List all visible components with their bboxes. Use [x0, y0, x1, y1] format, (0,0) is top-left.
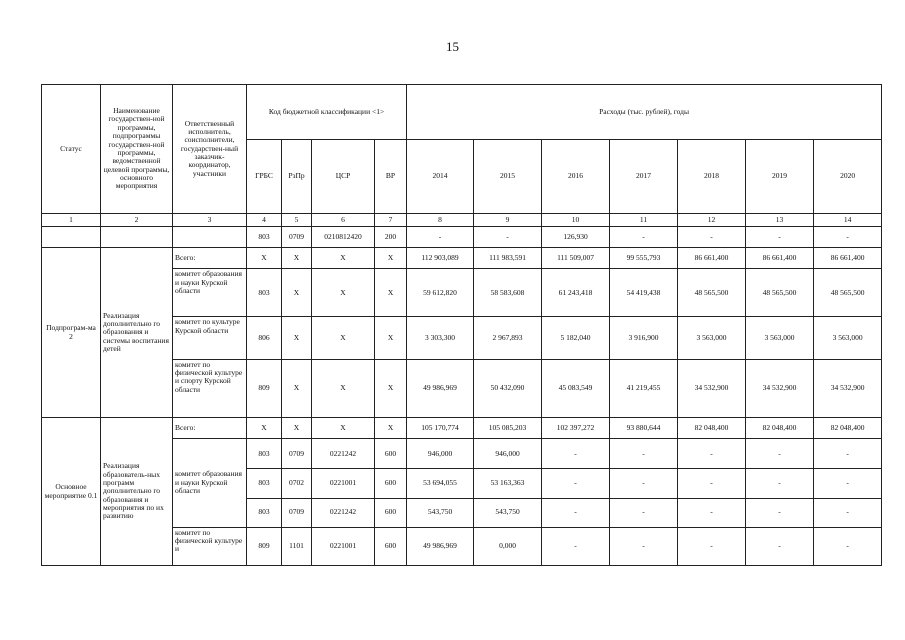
value-cell: 49 986,969: [407, 527, 474, 565]
csr-cell: 0221001: [312, 527, 375, 565]
value-cell: 111 509,007: [542, 248, 610, 269]
vr-cell: 600: [375, 527, 407, 565]
header-name: Наименование государствен-ной программы, подпрограммы государствен-ной программы, ведомственной целевой программы, основного мероприятия: [101, 85, 173, 214]
value-cell: 34 532,900: [746, 359, 814, 417]
value-cell: -: [814, 469, 882, 498]
value-cell: 3 563,000: [746, 317, 814, 359]
value-cell: 49 986,969: [407, 359, 474, 417]
table-row: [42, 248, 882, 269]
value-cell: 946,000: [407, 439, 474, 469]
vr-cell: X: [375, 248, 407, 269]
vr-cell: 600: [375, 469, 407, 498]
value-cell: 105 170,774: [407, 418, 474, 439]
rzpr-cell: X: [282, 317, 312, 359]
rzpr-cell: X: [282, 269, 312, 317]
vr-cell: X: [375, 359, 407, 417]
csr-cell: 0221242: [312, 439, 375, 469]
value-cell: -: [814, 226, 882, 247]
header-grbs: ГРБС: [247, 140, 282, 213]
grbs-cell: 809: [247, 527, 282, 565]
value-cell: -: [814, 527, 882, 565]
value-cell: -: [746, 527, 814, 565]
csr-cell: 0210812420: [312, 226, 375, 247]
value-cell: 53 694,055: [407, 469, 474, 498]
value-cell: 82 048,400: [746, 418, 814, 439]
column-number: 2: [101, 213, 173, 226]
rzpr-cell: X: [282, 248, 312, 269]
value-cell: 93 880,644: [610, 418, 678, 439]
value-cell: -: [542, 527, 610, 565]
executor-cell: комитет образования и науки Курской области: [173, 269, 247, 317]
value-cell: 102 397,272: [542, 418, 610, 439]
vr-cell: X: [375, 317, 407, 359]
value-cell: 3 563,000: [678, 317, 746, 359]
status-cell: Подпрограм-ма 2: [42, 248, 101, 418]
column-number: 11: [610, 213, 678, 226]
value-cell: 48 565,500: [746, 269, 814, 317]
value-cell: -: [678, 498, 746, 527]
value-cell: -: [610, 469, 678, 498]
header-expenses: Расходы (тыс. рублей), годы: [407, 85, 882, 140]
executor-cell: комитет по физической культуре и: [173, 527, 247, 565]
name-cell: Реализация образователь-ных программ дополнительно го образования и мероприятия по их развитию: [101, 418, 173, 566]
header-year: 2019: [746, 140, 814, 213]
value-cell: -: [678, 469, 746, 498]
column-number: 4: [247, 213, 282, 226]
empty-cell: [101, 226, 173, 247]
column-number: 6: [312, 213, 375, 226]
header-year: 2020: [814, 140, 882, 213]
value-cell: -: [610, 527, 678, 565]
value-cell: -: [746, 226, 814, 247]
header-row-1: [42, 85, 882, 140]
value-cell: 543,750: [474, 498, 542, 527]
value-cell: -: [610, 439, 678, 469]
header-year: 2018: [678, 140, 746, 213]
grbs-cell: 803: [247, 439, 282, 469]
value-cell: -: [746, 469, 814, 498]
rzpr-cell: 1101: [282, 527, 312, 565]
value-cell: 111 983,591: [474, 248, 542, 269]
csr-cell: X: [312, 317, 375, 359]
header-vr: ВР: [375, 140, 407, 213]
column-number: 7: [375, 213, 407, 226]
vr-cell: X: [375, 418, 407, 439]
value-cell: 86 661,400: [746, 248, 814, 269]
value-cell: 3 303,300: [407, 317, 474, 359]
grbs-cell: 803: [247, 469, 282, 498]
column-number: 5: [282, 213, 312, 226]
value-cell: -: [746, 439, 814, 469]
value-cell: -: [678, 226, 746, 247]
value-cell: 34 532,900: [814, 359, 882, 417]
value-cell: -: [407, 226, 474, 247]
vr-cell: 600: [375, 439, 407, 469]
csr-cell: 0221001: [312, 469, 375, 498]
grbs-cell: 803: [247, 226, 282, 247]
grbs-cell: 803: [247, 498, 282, 527]
executor-cell: комитет образования и науки Курской области: [173, 439, 247, 528]
header-year: 2017: [610, 140, 678, 213]
value-cell: 126,930: [542, 226, 610, 247]
column-number: 1: [42, 213, 101, 226]
value-cell: -: [814, 498, 882, 527]
grbs-cell: X: [247, 248, 282, 269]
column-number: 3: [173, 213, 247, 226]
value-cell: -: [814, 439, 882, 469]
value-cell: 58 583,608: [474, 269, 542, 317]
header-year: 2015: [474, 140, 542, 213]
value-cell: -: [610, 498, 678, 527]
column-number-row: [42, 213, 882, 226]
rzpr-cell: X: [282, 418, 312, 439]
value-cell: -: [542, 498, 610, 527]
value-cell: 112 903,089: [407, 248, 474, 269]
table-row: [42, 418, 882, 439]
value-cell: 54 419,438: [610, 269, 678, 317]
rzpr-cell: 0709: [282, 498, 312, 527]
budget-table: [41, 84, 882, 566]
grbs-cell: 803: [247, 269, 282, 317]
table-row: [42, 226, 882, 247]
rzpr-cell: 0702: [282, 469, 312, 498]
value-cell: 45 083,549: [542, 359, 610, 417]
value-cell: 5 182,040: [542, 317, 610, 359]
value-cell: 99 555,793: [610, 248, 678, 269]
rzpr-cell: X: [282, 359, 312, 417]
column-number: 9: [474, 213, 542, 226]
header-csr: ЦСР: [312, 140, 375, 213]
executor-cell: комитет по культуре Курской области: [173, 317, 247, 359]
value-cell: 61 243,418: [542, 269, 610, 317]
column-number: 10: [542, 213, 610, 226]
status-cell: Основное мероприятие 0.1: [42, 418, 101, 566]
header-status: Статус: [42, 85, 101, 214]
empty-cell: [42, 226, 101, 247]
vr-cell: 600: [375, 498, 407, 527]
csr-cell: 0221242: [312, 498, 375, 527]
value-cell: -: [474, 226, 542, 247]
name-cell: Реализация дополнительно го образования и системы воспитания детей: [101, 248, 173, 418]
value-cell: 48 565,500: [678, 269, 746, 317]
csr-cell: X: [312, 248, 375, 269]
empty-cell: [173, 226, 247, 247]
value-cell: -: [542, 439, 610, 469]
value-cell: 2 967,893: [474, 317, 542, 359]
value-cell: 82 048,400: [678, 418, 746, 439]
grbs-cell: 809: [247, 359, 282, 417]
value-cell: 3 563,000: [814, 317, 882, 359]
value-cell: 41 219,455: [610, 359, 678, 417]
header-executor: Ответственный исполнитель, соисполнители, государствен-ный заказчик-координатор, участники: [173, 85, 247, 214]
csr-cell: X: [312, 359, 375, 417]
value-cell: 3 916,900: [610, 317, 678, 359]
rzpr-cell: 0709: [282, 439, 312, 469]
executor-cell: Всего:: [173, 418, 247, 439]
value-cell: 543,750: [407, 498, 474, 527]
value-cell: 50 432,090: [474, 359, 542, 417]
value-cell: 86 661,400: [678, 248, 746, 269]
grbs-cell: 806: [247, 317, 282, 359]
value-cell: 82 048,400: [814, 418, 882, 439]
header-rzpr: РзПр: [282, 140, 312, 213]
executor-cell: комитет по физической культуре и спорту Курской области: [173, 359, 247, 417]
value-cell: 59 612,820: [407, 269, 474, 317]
csr-cell: X: [312, 269, 375, 317]
column-number: 14: [814, 213, 882, 226]
value-cell: 105 085,203: [474, 418, 542, 439]
executor-cell: Всего:: [173, 248, 247, 269]
csr-cell: X: [312, 418, 375, 439]
grbs-cell: X: [247, 418, 282, 439]
value-cell: -: [746, 498, 814, 527]
column-number: 13: [746, 213, 814, 226]
page-number: 15: [446, 39, 459, 54]
column-number: 12: [678, 213, 746, 226]
header-year: 2016: [542, 140, 610, 213]
value-cell: -: [610, 226, 678, 247]
value-cell: 0,000: [474, 527, 542, 565]
value-cell: -: [678, 439, 746, 469]
value-cell: 946,000: [474, 439, 542, 469]
vr-cell: X: [375, 269, 407, 317]
value-cell: 53 163,363: [474, 469, 542, 498]
column-number: 8: [407, 213, 474, 226]
value-cell: -: [678, 527, 746, 565]
value-cell: -: [542, 469, 610, 498]
header-budget-code: Код бюджетной классификации <1>: [247, 85, 407, 140]
value-cell: 34 532,900: [678, 359, 746, 417]
value-cell: 86 661,400: [814, 248, 882, 269]
rzpr-cell: 0709: [282, 226, 312, 247]
vr-cell: 200: [375, 226, 407, 247]
header-year: 2014: [407, 140, 474, 213]
value-cell: 48 565,500: [814, 269, 882, 317]
